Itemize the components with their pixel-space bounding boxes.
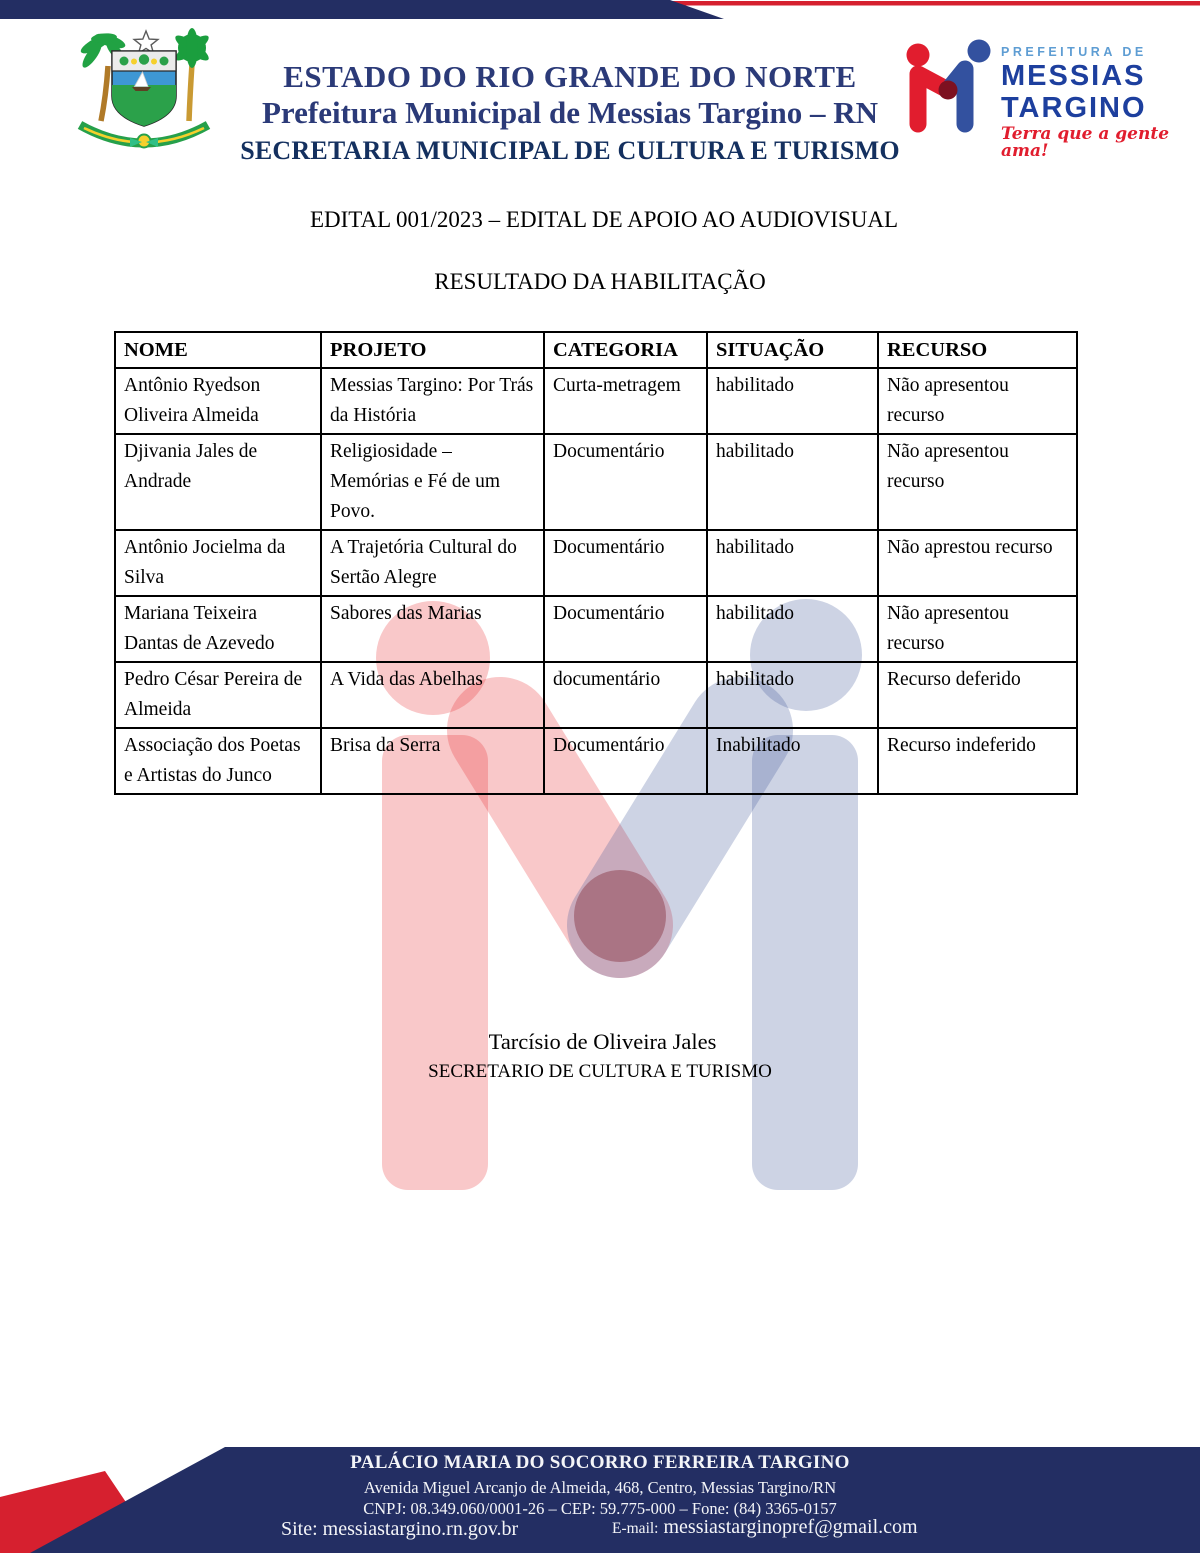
- footer-email-label: E-mail:: [612, 1520, 659, 1537]
- footer-email: [612, 1516, 918, 1539]
- table-row: [115, 596, 1077, 662]
- logo-slogan: Terra que a gente ama!: [1001, 123, 1170, 161]
- document-title: EDITAL 001/2023 – EDITAL DE APOIO AO AUDIOVISUAL: [309, 207, 899, 232]
- table-cell: habilitado: [707, 596, 878, 662]
- logo-name-line2: TARGINO: [1001, 91, 1147, 124]
- table-row: [115, 434, 1077, 530]
- footer-email-value: messiastarginopref@gmail.com: [663, 1516, 918, 1538]
- table-cell: Djivania Jales de Andrade: [115, 434, 321, 530]
- table-cell: Recurso indeferido: [878, 728, 1077, 794]
- table-cell: Antônio Ryedson Oliveira Almeida: [115, 368, 321, 434]
- logo-prefix: PREFEITURA DE: [1001, 45, 1147, 59]
- table-cell: Não aprestou recurso: [878, 530, 1077, 596]
- header-state-line: ESTADO DO RIO GRANDE DO NORTE: [283, 59, 857, 94]
- top-bar-decoration: [0, 0, 1200, 24]
- footer-site-value: messiastargino.rn.gov.br: [322, 1518, 519, 1540]
- table-cell: Brisa da Serra: [321, 728, 544, 794]
- table-cell: Não apresentou recurso: [878, 368, 1077, 434]
- table-cell: Inabilitado: [707, 728, 878, 794]
- footer-address-line: Avenida Miguel Arcanjo de Almeida, 468, Centro, Messias Targino/RN: [363, 1478, 837, 1497]
- header-municipality-line: Prefeitura Municipal de Messias Targino – RN: [262, 95, 878, 130]
- footer-site-label: Site:: [281, 1518, 318, 1540]
- column-header: PROJETO: [321, 332, 544, 368]
- table-cell: A Vida das Abelhas: [321, 662, 544, 728]
- signature-role: SECRETARIO DE CULTURA E TURISMO: [428, 1061, 772, 1082]
- table-cell: Associação dos Poetas e Artistas do Junco: [115, 728, 321, 794]
- footer-palace-line: PALÁCIO MARIA DO SOCORRO FERREIRA TARGINO: [350, 1452, 850, 1473]
- table-cell: documentário: [544, 662, 707, 728]
- table-cell: Documentário: [544, 596, 707, 662]
- table-cell: Antônio Jocielma da Silva: [115, 530, 321, 596]
- document-subtitle: RESULTADO DA HABILITAÇÃO: [434, 269, 766, 294]
- table-cell: Curta-metragem: [544, 368, 707, 434]
- table-cell: A Trajetória Cultural do Sertão Alegre: [321, 530, 544, 596]
- table-row: [115, 662, 1077, 728]
- table-cell: Documentário: [544, 728, 707, 794]
- table-cell: Pedro César Pereira de Almeida: [115, 662, 321, 728]
- table-cell: Mariana Teixeira Dantas de Azevedo: [115, 596, 321, 662]
- table-row: [115, 530, 1077, 596]
- column-header: RECURSO: [878, 332, 1077, 368]
- table-cell: Messias Targino: Por Trás da História: [321, 368, 544, 434]
- table-row: [115, 368, 1077, 434]
- table-cell: Documentário: [544, 434, 707, 530]
- table-header-row: [115, 332, 1077, 368]
- table-cell: habilitado: [707, 368, 878, 434]
- table-cell: Sabores das Marias: [321, 596, 544, 662]
- table-cell: Recurso deferido: [878, 662, 1077, 728]
- table-cell: habilitado: [707, 434, 878, 530]
- table-cell: Não apresentou recurso: [878, 596, 1077, 662]
- city-logo: [903, 38, 1173, 160]
- table-cell: Documentário: [544, 530, 707, 596]
- logo-name-line1: MESSIAS: [1001, 59, 1146, 92]
- table-row: [115, 728, 1077, 794]
- footer-site: [281, 1518, 518, 1541]
- results-table: [114, 331, 1078, 795]
- column-header: CATEGORIA: [544, 332, 707, 368]
- table-cell: habilitado: [707, 662, 878, 728]
- city-logo-m-icon: [903, 38, 995, 140]
- header-department-line: SECRETARIA MUNICIPAL DE CULTURA E TURISMO: [240, 136, 900, 165]
- table-cell: Religiosidade – Memórias e Fé de um Povo.: [321, 434, 544, 530]
- column-header: NOME: [115, 332, 321, 368]
- table-cell: Não apresentou recurso: [878, 434, 1077, 530]
- signature-name: Tarcísio de Oliveira Jales: [488, 1029, 717, 1054]
- footer-cnpj-line: CNPJ: 08.349.060/0001-26 – CEP: 59.775-000 – Fone: (84) 3365-0157: [363, 1499, 837, 1518]
- column-header: SITUAÇÃO: [707, 332, 878, 368]
- table-cell: habilitado: [707, 530, 878, 596]
